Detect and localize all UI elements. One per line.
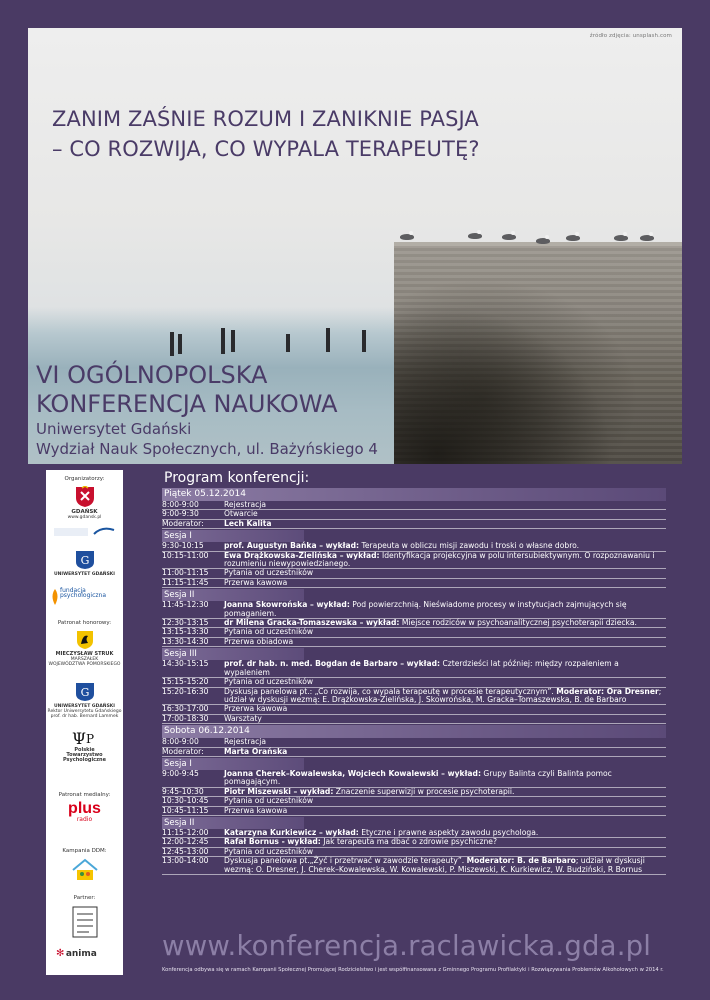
schedule-description [224, 638, 666, 646]
struk-name: MIECZYSŁAW STRUK [55, 651, 114, 657]
schedule-time: 9:30-10:15 [162, 541, 204, 551]
schedule-time: 14:30-15:15 [162, 659, 209, 669]
schedule-description [224, 660, 666, 677]
svg-text:G: G [80, 554, 89, 567]
ug-logo [46, 550, 123, 577]
speaker-name: prof. Augustyn Bańka – wykład: [224, 541, 360, 551]
poster-title-line: ZANIM ZAŚNIE ROZUM I ZANIKNIE PASJA [52, 107, 479, 131]
schedule-description [224, 510, 666, 518]
seagull [536, 238, 550, 244]
schedule-time: 16:30-17:00 [162, 704, 209, 714]
session-header: Sesja I [162, 758, 304, 770]
session-header: Sesja III [162, 648, 304, 660]
venue-line: Uniwersytet Gdański [36, 420, 192, 438]
description-text: ; udział w dyskusji wezmą: O. Dresner, J. Cherek–Kowalewska, W. Kowalewski, P. Miszewski, K. Kurkiewicz, W. Budziński, R Bornus [224, 856, 645, 874]
description-text: Przerwa kawowa [224, 704, 288, 714]
row-divider [162, 756, 666, 757]
schedule-description [224, 542, 666, 550]
row-divider [162, 528, 666, 529]
schedule-time: Moderator: [162, 518, 204, 528]
schedule-time: 11:15-11:45 [162, 577, 209, 587]
row-divider [162, 646, 666, 647]
ptp-logo [46, 730, 123, 763]
organizers-label: Organizatorzy: [64, 476, 105, 482]
gdansk-logo [46, 486, 123, 520]
schedule-row [162, 638, 666, 646]
schedule-time: 11:15-12:00 [162, 827, 209, 837]
schedule-time: 15:15-15:20 [162, 677, 209, 687]
schedule-description [224, 619, 666, 627]
sea-post [221, 328, 225, 354]
seagull [640, 235, 654, 241]
session-header: Sesja II [162, 589, 304, 601]
sea-post [362, 330, 366, 352]
description-text: Terapeuta w obliczu misji zawodu i troski o własne dobro. [359, 541, 580, 551]
seagull [614, 235, 628, 241]
schedule-description [224, 748, 666, 756]
schedule-description [224, 770, 666, 787]
sea-post [170, 332, 174, 356]
schedule-row [162, 510, 666, 518]
schedule-description [224, 788, 666, 796]
schedule-time: 17:00-18:30 [162, 713, 209, 723]
schedule-row [162, 738, 666, 746]
sea-post [326, 328, 330, 352]
session-header: Sesja I [162, 530, 304, 542]
schedule-time: 11:00-11:15 [162, 568, 209, 578]
ptp-line: Psychologiczne [62, 757, 107, 763]
ug-name: UNIWERSYTET GDAŃSKI [54, 572, 115, 577]
conference-title-line: VI OGÓLNOPOLSKA [36, 361, 268, 389]
venue-line: Wydział Nauk Społecznych, ul. Bażyńskiego 4 [36, 440, 378, 458]
media-patronage-label: Patronat medialny: [58, 792, 111, 798]
description-text: Jak terapeuta ma dbać o zdrowie psychiczne? [320, 837, 497, 847]
row-divider [162, 815, 666, 816]
schedule-description [224, 848, 666, 856]
agency-logo-icon [54, 526, 116, 538]
ptp-line: Polskie [74, 747, 95, 753]
sea-post [178, 334, 182, 354]
speaker-name: prof. dr hab. n. med. Bogdan de Barbaro – wykład: [224, 659, 441, 669]
rector-line: prof. dr hab. Bernard Lammek [50, 714, 119, 719]
conference-title-line: KONFERENCJA NAUKOWA [36, 390, 338, 418]
moderator-name: Moderator: B. de Barbaro [466, 856, 576, 866]
schedule-row [162, 770, 666, 787]
description-text: Pod powierzchnią. Nieświadome procesy w instytucjach zajmujących się pomaganiem. [224, 600, 627, 618]
funding-note: Konferencja odbywa się w ramach Kampanii Społecznej Promującej Rodzicielstwo i jest współfinansowana z Gminnego Programu Profilaktyki i Rozwiązywania Problemów Alkoholowych w 2014 r. [162, 967, 664, 973]
svg-text:G: G [80, 686, 89, 699]
row-divider [162, 874, 666, 875]
schedule-description [224, 797, 666, 805]
schedule-time: 13:15-13:30 [162, 627, 209, 637]
poster-title-line: – CO ROZWIJA, CO WYPALA TERAPEUTĘ? [52, 137, 480, 161]
speaker-name: Ewa Drążkowska-Zielińska – wykład: [224, 550, 380, 560]
partner-label: Partner: [73, 895, 96, 901]
seagull [566, 235, 580, 241]
schedule-row [162, 660, 666, 677]
description-text: Miejsce rodziców w psychoanalitycznej psychoterapii dziecka. [399, 618, 637, 628]
website-url[interactable]: www.konferencja.raclawicka.gda.pl [162, 930, 652, 962]
schedule-row [162, 628, 666, 636]
honorary-patronage-label: Patronat honorowy: [57, 620, 112, 626]
griffin-crest-icon [76, 630, 94, 650]
schedule-row [162, 688, 666, 705]
speaker-name: Joanna Skowrońska – wykład: [224, 600, 350, 610]
plus-radio-logo [46, 801, 123, 822]
ug-crest-icon [75, 682, 95, 702]
agency-logo [46, 526, 123, 540]
description-text: ; udział w dyskusji wezmą: E. Drążkowska-Zielińska, J. Skowrońska, M. Gracka–Tomaszewska, B. de Barbaro [224, 686, 662, 704]
schedule-time: 9:00-9:45 [162, 768, 199, 778]
schedule-description [224, 688, 666, 705]
schedule-row [162, 520, 666, 528]
venue [36, 419, 378, 459]
schedule-row [162, 797, 666, 805]
schedule-time: Moderator: [162, 746, 204, 756]
anima-logo [46, 948, 123, 959]
schedule-row [162, 715, 666, 723]
hero-photo [28, 28, 682, 464]
gdansk-crest-icon [75, 486, 95, 508]
speaker-name: Marta Orańska [224, 746, 288, 756]
schedule-time: 8:00-9:00 [162, 500, 199, 509]
schedule-row [162, 619, 666, 627]
gdansk-name: GDAŃSK [71, 509, 98, 515]
description-text: Pytania od uczestników [224, 677, 314, 687]
partner-publisher-logo [46, 906, 123, 940]
schedule-row [162, 552, 666, 569]
anima-icon: ✻ [56, 948, 65, 959]
description-text: Warsztaty [224, 713, 262, 723]
description-text: Przerwa kawowa [224, 577, 288, 587]
schedule-row [162, 748, 666, 756]
schedule-row [162, 848, 666, 856]
svg-text:P: P [85, 732, 94, 746]
description-text: Otwarcie [224, 509, 258, 519]
stone-pier [394, 246, 682, 464]
program [162, 470, 666, 875]
schedule-description [224, 628, 666, 636]
fundacja-line: fundacja [60, 587, 86, 594]
description-text: Pytania od uczestników [224, 627, 314, 637]
schedule-description [224, 501, 666, 509]
schedule-description [224, 579, 666, 587]
schedule-description [224, 678, 666, 686]
description-text: Etyczne i prawne aspekty zawodu psychologa. [358, 827, 539, 837]
speaker-name: Katarzyna Kurkiewicz – wykład: [224, 827, 359, 837]
campaign-label: Kampania DDM: [62, 848, 107, 854]
schedule-time: 15:20-16:30 [162, 686, 209, 696]
gdansk-url: www.gdansk.pl [67, 515, 102, 520]
description-text: Rejestracja [224, 737, 267, 747]
row-divider [162, 587, 666, 588]
schedule-time: 8:00-9:00 [162, 737, 199, 747]
moderator-name: Moderator: Ora Dresner [556, 686, 659, 696]
description-text: Identyfikacja projekcyjna w polu intersubiektywnym. O rozpoznawaniu i rozumieniu niewypowiedzianego. [224, 550, 655, 569]
session-header: Sesja II [162, 817, 304, 829]
description-text: Dyskusja panelowa pt.„Żyć i przetrwać w zawodzie terapeuty”. [224, 856, 467, 866]
schedule-description [224, 829, 666, 837]
schedule-time: 10:30-10:45 [162, 796, 209, 806]
description-text: Grupy Balinta czyli Balinta pomoc pomagającym. [224, 768, 612, 787]
partner-book-icon [72, 906, 98, 938]
speaker-name: Piotr Miszewski – wykład: [224, 786, 334, 796]
schedule-time: 12:30-13:15 [162, 618, 209, 628]
description-text: Przerwa obiadowa [224, 636, 294, 646]
schedule-description [224, 838, 666, 846]
ptp-mark-icon [70, 730, 100, 746]
struk-role: WOJEWÓDZTWA POMORSKIEGO [48, 662, 121, 667]
schedule-time: 9:45-10:30 [162, 786, 204, 796]
schedule-row [162, 542, 666, 550]
schedule-time: 13:30-14:30 [162, 636, 209, 646]
ug-rector-logo [46, 682, 123, 719]
ddm-logo [46, 858, 123, 884]
schedule-row [162, 678, 666, 686]
speaker-name: Joanna Cherek–Kowalewska, Wojciech Kowalewski – wykład: [224, 768, 482, 778]
schedule-time: 12:45-13:00 [162, 846, 209, 856]
schedule-description [224, 715, 666, 723]
schedule-time: 10:15-11:00 [162, 550, 209, 560]
description-text: Czterdzieści lat później: między rozpaleniem a wypaleniem [224, 659, 619, 677]
schedule-row [162, 829, 666, 837]
schedule-description [224, 705, 666, 713]
description-text: Pytania od uczestników [224, 796, 314, 806]
schedule-description [224, 552, 666, 569]
fundacja-leaf-icon [50, 588, 60, 606]
fundacja-logo [46, 588, 123, 598]
anima-name: anima [65, 949, 97, 959]
speaker-name: Lech Kalita [224, 518, 272, 528]
seagull [502, 234, 516, 240]
program-title: Program konferencji: [164, 470, 310, 486]
description-text: Przerwa kawowa [224, 805, 288, 815]
rector-line: Rektor Uniwersytetu Gdańskiego [47, 709, 122, 714]
schedule-row [162, 501, 666, 509]
schedule-row [162, 705, 666, 713]
description-text: Znaczenie superwizji w procesie psychoterapii. [333, 786, 515, 796]
description-text: Pytania od uczestników [224, 846, 314, 856]
schedule-description [224, 857, 666, 874]
photo-credit: źródło zdjęcia: unsplash.com [589, 33, 672, 39]
plus-name: plus [68, 800, 101, 817]
house-icon [71, 858, 99, 882]
poster-title [52, 104, 480, 164]
schedule-time: 13:00-14:00 [162, 856, 209, 866]
row-divider [162, 723, 666, 724]
day-header: Piątek 05.12.2014 [162, 488, 666, 501]
schedule-row [162, 601, 666, 618]
svg-text:Ψ: Ψ [71, 730, 86, 746]
schedule-description [224, 738, 666, 746]
schedule-time: 10:45-11:15 [162, 805, 209, 815]
schedule-row [162, 807, 666, 815]
schedule-row [162, 788, 666, 796]
schedule-row [162, 857, 666, 874]
speaker-name: Rafał Bornus - wykład: [224, 837, 321, 847]
conference-title [36, 361, 338, 419]
description-text: Pytania od uczestników [224, 568, 314, 578]
schedule-row [162, 579, 666, 587]
schedule-description [224, 601, 666, 618]
schedule-description [224, 520, 666, 528]
seagull [468, 233, 482, 239]
fundacja-line: psychologiczna [60, 592, 106, 599]
schedule-time: 11:45-12:30 [162, 600, 209, 610]
day-header: Sobota 06.12.2014 [162, 725, 666, 738]
speaker-name: dr Milena Gracka-Tomaszewska – wykład: [224, 618, 400, 628]
schedule-row [162, 838, 666, 846]
schedule-row [162, 569, 666, 577]
ug-name: UNIWERSYTET GDAŃSKI [54, 704, 115, 709]
struk-role: MARSZAŁEK [70, 657, 99, 662]
schedule-description [224, 569, 666, 577]
ug-crest-icon [75, 550, 95, 570]
pomorskie-logo [46, 630, 123, 667]
organizers-column [46, 470, 123, 975]
schedule-time: 9:00-9:30 [162, 509, 199, 519]
sea-post [231, 330, 235, 352]
ptp-line: Towarzystwo [66, 752, 103, 758]
description-text: Dyskusja panelowa pt.: „Co rozwija, co wypala terapeutę w procesie terapeutycznym”. [224, 686, 557, 696]
schedule-description [224, 807, 666, 815]
schedule-time: 12:00-12:45 [162, 837, 209, 847]
seagull [400, 234, 414, 240]
sea-post [286, 334, 290, 352]
plus-sub: radio [76, 816, 93, 823]
description-text: Rejestracja [224, 500, 267, 509]
